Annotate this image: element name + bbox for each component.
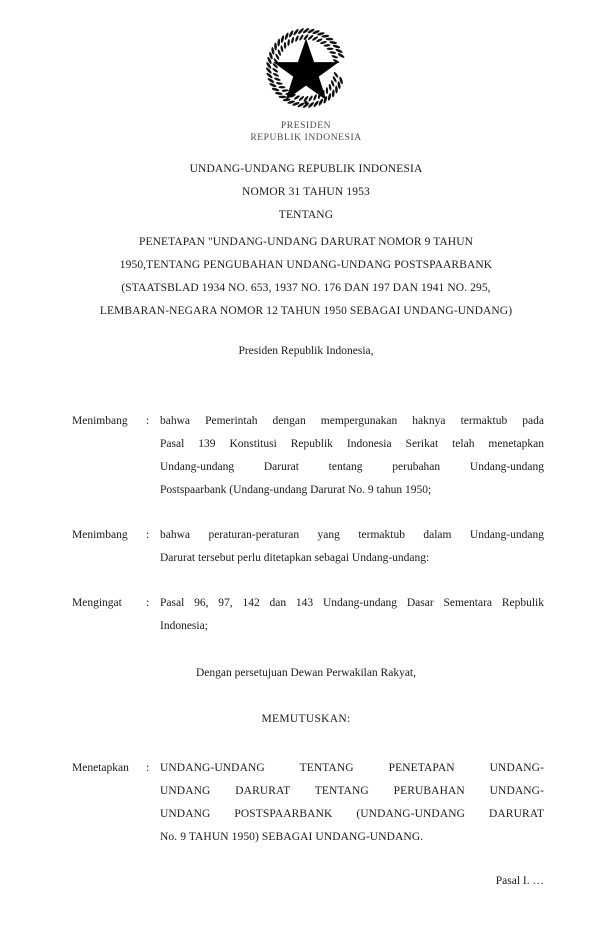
subtitle-line-2: 1950,TENTANG PENGUBAHAN UNDANG-UNDANG POSTSPAARBANK — [119, 259, 493, 271]
clause-row — [72, 592, 544, 638]
clause-label: Menetapkan — [72, 762, 129, 774]
subtitle-line-4: LEMBARAN-NEGARA NOMOR 12 TAHUN 1950 SEBAGAI UNDANG-UNDANG) — [99, 305, 513, 317]
clause-line: No. 9 TAHUN 1950) SEBAGAI UNDANG-UNDANG. — [160, 831, 424, 843]
title-line-2: NOMOR 31 TAHUN 1953 — [242, 186, 370, 198]
clause-label: Menimbang — [72, 415, 128, 427]
memutuskan-heading: MEMUTUSKAN: — [261, 713, 351, 725]
page-footer-next-section: Pasal I. … — [495, 875, 544, 887]
clause-row — [72, 410, 544, 502]
clause-line: Postspaarbank (Undang-undang Darurat No. 9 tahun 1950; — [160, 484, 432, 496]
title-line-1: UNDANG-UNDANG REPUBLIK INDONESIA — [189, 163, 423, 175]
clause-body — [160, 592, 544, 638]
title-line-3: TENTANG — [278, 209, 334, 221]
clause-body — [160, 410, 544, 502]
opening-line: Presiden Republik Indonesia, — [238, 345, 374, 357]
garuda-star-wreath-emblem — [260, 22, 352, 114]
clause-row — [72, 524, 544, 570]
persetujuan-line: Dengan persetujuan Dewan Perwakilan Rakyat, — [195, 667, 417, 679]
clause-colon: : — [146, 597, 150, 609]
clause-line: bahwa Pemerintah dengan mempergunakan haknya termaktub pada — [160, 415, 544, 427]
document-subtitle-block — [36, 231, 576, 323]
clause-line: UNDANG-UNDANG TENTANG PENETAPAN UNDANG- — [160, 762, 544, 774]
menetapkan-block — [72, 757, 544, 871]
document-title-block — [36, 158, 576, 323]
clause-line: Pasal 96, 97, 142 dan 143 Undang-undang Dasar Sementara Repbulik — [160, 597, 544, 609]
emblem-caption-line1: PRESIDEN — [280, 121, 332, 131]
clause-colon: : — [146, 762, 150, 774]
clause-colon: : — [146, 529, 150, 541]
clause-label: Menimbang — [72, 529, 128, 541]
emblem-caption — [0, 121, 612, 144]
emblem-block — [0, 22, 612, 144]
subtitle-line-1: PENETAPAN "UNDANG-UNDANG DARURAT NOMOR 9 TAHUN — [138, 236, 474, 248]
clause-list — [72, 410, 544, 660]
clause-line: UNDANG DARURAT TENTANG PERUBAHAN UNDANG- — [160, 785, 544, 797]
clause-colon: : — [146, 415, 150, 427]
subtitle-line-3: (STAATSBLAD 1934 NO. 653, 1937 NO. 176 DAN 197 DAN 1941 NO. 295, — [121, 282, 491, 294]
clause-line: Undang-undang Darurat tentang perubahan Undang-undang — [160, 461, 544, 473]
clause-row — [72, 757, 544, 849]
clause-line: Pasal 139 Konstitusi Republik Indonesia Serikat telah menetapkan — [160, 438, 544, 450]
clause-line: Indonesia; — [160, 620, 208, 632]
clause-line: bahwa peraturan-peraturan yang termaktub dalam Undang-undang — [160, 529, 544, 541]
clause-body — [160, 757, 544, 849]
clause-line: Darurat tersebut perlu ditetapkan sebagai Undang-undang: — [160, 552, 430, 564]
clause-line: UNDANG POSTSPAARBANK (UNDANG-UNDANG DARURAT — [160, 808, 544, 820]
emblem-caption-line2: REPUBLIK INDONESIA — [250, 132, 362, 143]
clause-body — [160, 524, 544, 570]
clause-label: Mengingat — [72, 597, 122, 609]
